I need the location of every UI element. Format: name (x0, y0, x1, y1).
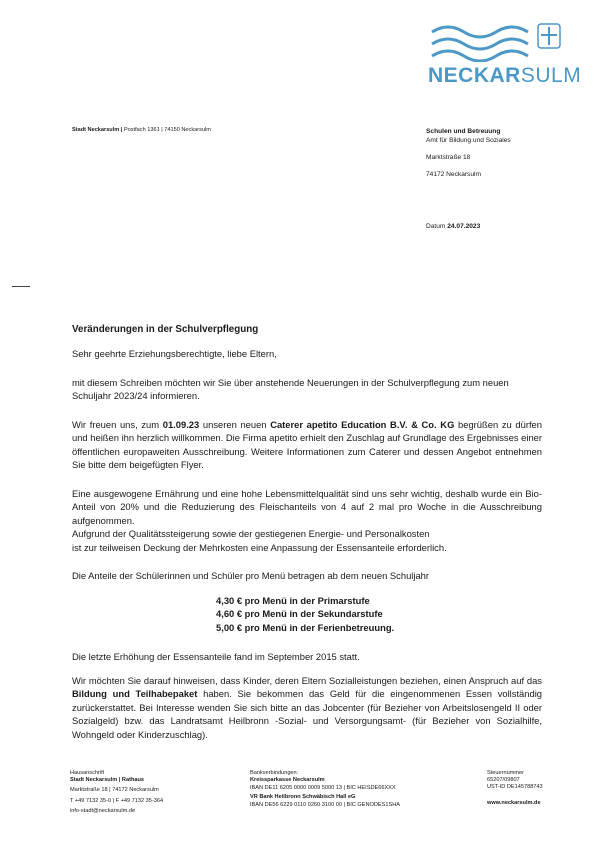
footer-address: Hausanschrift Stadt Neckarsulm | Rathaus Marktstraße 18 | 74172 Neckarsulm T +49 7132 35-0 | F +49 7132 35-364 info-stadt@neckarsulm.de (70, 770, 164, 814)
letter-date: Datum 24.07.2023 (426, 223, 481, 230)
logo-wordmark: NECKARSULM (428, 64, 582, 87)
fold-mark (12, 286, 30, 287)
office-dept: Schulen und Betreuung (426, 128, 501, 135)
office-street: Marktstraße 18 (426, 154, 471, 161)
footer-website: www.neckarsulm.de (487, 799, 541, 806)
rates-intro: Die Anteile der Schülerinnen und Schüler pro Menü betragen ab dem neuen Schuljahr (72, 570, 430, 581)
office-block (426, 127, 511, 179)
office-name: Amt für Bildung und Soziales (426, 137, 511, 144)
footer-bank: Bankverbindungen: Kreissparkasse Neckarsulm IBAN DE11 6205 0000 0009 5000 13 | BIC HEISDE66XXX VR Bank Heilbronn Schwäbisch Hall eG IBAN DE56 6229 0110 0260 3100 00 | BIC GENODES1SHA (250, 770, 400, 808)
letter-subject: Veränderungen in der Schulverpflegung (72, 324, 259, 335)
last-increase: Die letzte Erhöhung der Essensanteile fand im September 2015 statt. (72, 651, 360, 662)
office-city: 74172 Neckarsulm (426, 171, 481, 178)
rate-primary: 4,30 € pro Menü in der Primarstufe (216, 595, 370, 606)
benefits-paragraph: Wir möchten Sie darauf hinweisen, dass Kinder, deren Eltern Sozialleistungen beziehen, einen Anspruch auf das Bildung und Teilhabepaket haben. Sie bekommen das Geld für die eingenommenen Essen vollständig zurückerstattet. Bei Interesse wenden Sie sich bitte an das Jobcenter (für Bezieher von Arbeitslosengeld II oder Sozialgeld) bzw. das Landratsamt Heilbronn -Sozial- und Versorgungsamt- (für Bezieher von Sozialhilfe, Wohngeld oder Kinderzuschlag). (72, 675, 542, 740)
sender-line: Stadt Neckarsulm | Postfach 1361 | 74150 Neckarsulm (72, 127, 211, 133)
nutrition-paragraph: Eine ausgewogene Ernährung und eine hohe Lebensmittelqualität sind uns sehr wichtig, deshalb wurde ein Bio-Anteil von 20% und die Reduzierung des Fleischanteils von 4 auf 2 mal pro Woche in die Ausschreibung aufgenommen. Aufgrund der Qualitätssteigerung sowie der gestiegenen Energie- und Personalkosten ist zur teilweisen Deckung der Mehrkosten eine Anpassung der Essensanteile erforderlich. (72, 488, 542, 553)
rates-list (216, 594, 394, 634)
rate-holiday: 5,00 € pro Menü in der Ferienbetreuung. (216, 621, 395, 633)
intro-paragraph: mit diesem Schreiben möchten wir Sie über anstehende Neuerungen in der Schulverpflegung zum neuen Schuljahr 2023/24 informieren. (72, 377, 509, 402)
city-crest-icon (538, 24, 560, 48)
caterer-paragraph: Wir freuen uns, zum 01.09.23 unseren neuen Caterer apetito Education B.V. & Co. KG begrüßen zu dürfen und heißen ihn herzlich willkommen. Die Firma apetito erhielt den Zuschlag auf Grundlage des Ergebnisses einer öffentlichen europaweiten Ausschreibung. Weitere Informationen zum Caterer und dessen Angebot entnehmen Sie bitte dem beigefügten Flyer. (72, 419, 542, 471)
footer-tax: Steuernummer 65207/09807 UST-ID DE145788743 www.neckarsulm.de (487, 770, 543, 806)
salutation: Sehr geehrte Erziehungsberechtigte, liebe Eltern, (72, 348, 277, 359)
logo-waves (430, 18, 565, 62)
rate-secondary: 4,60 € pro Menü in der Sekundarstufe (216, 608, 383, 620)
